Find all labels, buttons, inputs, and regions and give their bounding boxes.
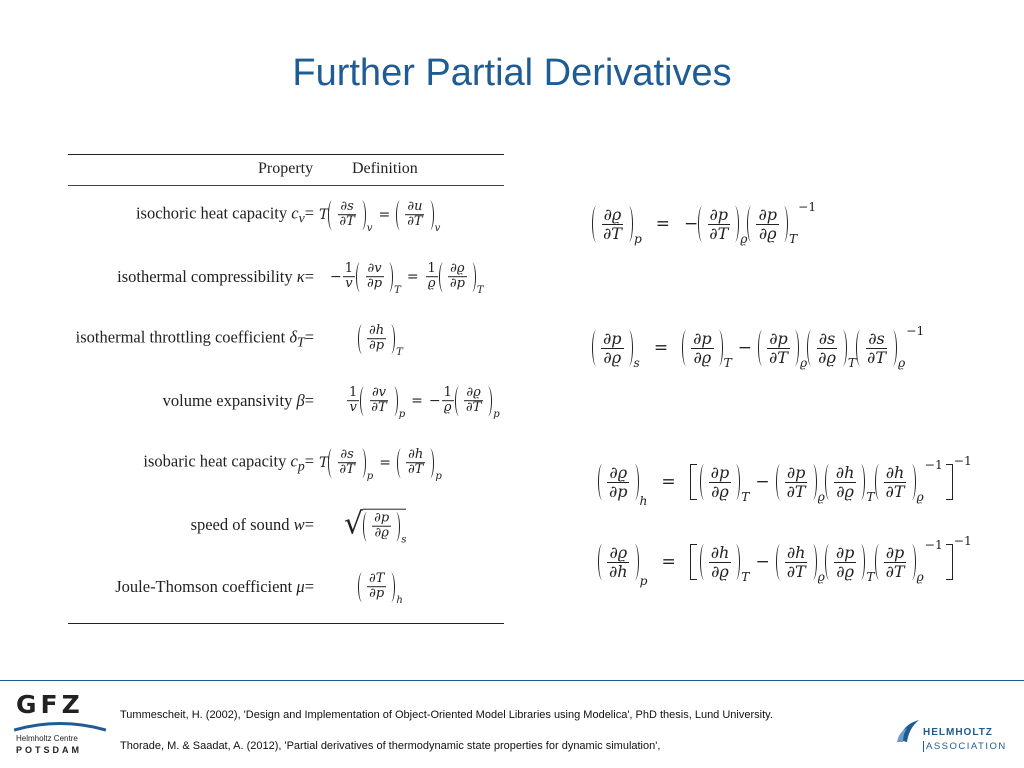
identity-drho-dp-h: $\frac{\partial ϱ}{\partial p}$ h = $\frac{\partial p}{\partial ϱ}$ T − $\frac{\partial p}{\partial T}$ ϱ $\frac{\partial h}{\partial ϱ}$ T $\frac{\partial h}{\partial T}$ ϱ −1 −1 [598, 460, 972, 504]
table-row [68, 246, 504, 308]
table-row [68, 432, 504, 494]
table-row [68, 556, 504, 618]
row-definition: $\frac{1}{v}$ $\frac{\partial v}{\partial T}$ p = − $\frac{1}{ϱ}$ $\frac{\partial ϱ}{\partial T}$ p [349, 385, 500, 420]
row-definition: T $\frac{\partial s}{\partial T}$ p = $\frac{\partial h}{\partial T}$ p [319, 447, 442, 482]
table-top-rule [68, 154, 504, 155]
gfz-logo-city: POTSDAM [16, 745, 82, 755]
gfz-logo-mark: GFZ [16, 690, 84, 719]
slide-title: Further Partial Derivatives [292, 52, 732, 94]
helmholtz-name: HELMHOLTZ [923, 727, 993, 738]
helmholtz-swoosh-icon [895, 718, 923, 744]
header-definition: Definition [352, 160, 418, 177]
row-label: speed of sound w= [190, 515, 314, 534]
header-property: Property [258, 160, 314, 177]
row-definition: √ $\frac{\partial p}{\partial ϱ}$ s [344, 507, 407, 546]
row-definition: − $\frac{1}{v}$ $\frac{\partial v}{\partial p}$ T = $\frac{1}{ϱ}$ $\frac{\partial ϱ}{\partial p}$ T [330, 261, 484, 296]
row-definition: $\frac{\partial T}{\partial p}$ h [358, 572, 403, 602]
identity-drho-dT: $\frac{\partial ϱ}{\partial T}$ p = − $\frac{\partial p}{\partial T}$ ϱ $\frac{\partial p}{\partial ϱ}$ T −1 [592, 206, 816, 242]
property-table [68, 154, 504, 624]
row-label: Joule-Thomson coefficient μ= [115, 577, 314, 596]
gfz-wave-icon [14, 721, 106, 733]
row-label: isobaric heat capacity $c_p=$ [143, 451, 314, 474]
helmholtz-logo [893, 716, 1018, 756]
table-bottom-rule [68, 623, 504, 624]
reference-1: Tummescheit, H. (2002), 'Design and Implementation of Object-Oriented Model Libraries using Modelica', PhD thesis, Lund University. [120, 709, 773, 721]
table-row [68, 184, 504, 246]
footer-divider [0, 680, 1024, 681]
table-row [68, 308, 504, 370]
row-definition: T $\frac{\partial s}{\partial T}$ v = $\frac{\partial u}{\partial T}$ v [319, 199, 441, 234]
gfz-logo-subtitle: Helmholtz Centre [16, 734, 78, 743]
gfz-logo [10, 690, 102, 760]
identity-drho-dh-p: $\frac{\partial ϱ}{\partial h}$ p = $\frac{\partial h}{\partial ϱ}$ T − $\frac{\partial h}{\partial T}$ ϱ $\frac{\partial p}{\partial ϱ}$ T $\frac{\partial p}{\partial T}$ ϱ −1 −1 [598, 540, 972, 584]
row-definition: $\frac{\partial h}{\partial p}$ T [358, 324, 403, 354]
row-label: isothermal compressibility κ= [117, 267, 314, 286]
row-label: isochoric heat capacity $c_v=$ [135, 203, 314, 226]
helmholtz-association: ASSOCIATION [923, 741, 1007, 752]
table-row [68, 494, 504, 556]
table-row [68, 370, 504, 432]
identity-dp-drho-s: $\frac{\partial p}{\partial ϱ}$ s = $\frac{\partial p}{\partial ϱ}$ T − $\frac{\partial p}{\partial T}$ ϱ $\frac{\partial s}{\partial ϱ}$ T $\frac{\partial s}{\partial T}$ ϱ −1 [592, 330, 924, 366]
row-label: isothermal throttling coefficient $\delta_T=$ [75, 327, 314, 350]
row-label: volume expansivity β= [162, 391, 314, 410]
reference-2: Thorade, M. & Saadat, A. (2012), 'Partial derivatives of thermodynamic state properties for dynamic simulation', [120, 740, 661, 752]
